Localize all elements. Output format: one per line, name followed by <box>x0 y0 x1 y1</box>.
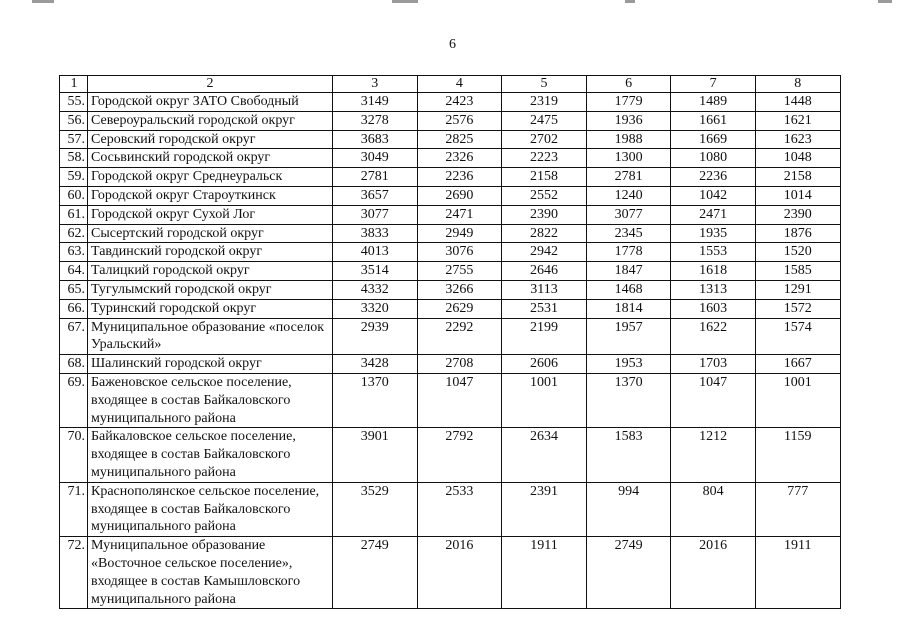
value-cell: 1448 <box>755 93 840 112</box>
table-row <box>60 280 841 299</box>
table-row <box>60 111 841 130</box>
value-cell: 2326 <box>417 149 502 168</box>
value-cell: 2552 <box>502 186 587 205</box>
table-row <box>60 355 841 374</box>
value-cell: 3077 <box>586 205 671 224</box>
value-cell: 777 <box>755 482 840 536</box>
value-cell: 3529 <box>333 482 418 536</box>
value-cell: 1520 <box>755 243 840 262</box>
value-cell: 1370 <box>586 373 671 427</box>
value-cell: 1779 <box>586 93 671 112</box>
table-row <box>60 149 841 168</box>
value-cell: 1574 <box>755 318 840 355</box>
value-cell: 2390 <box>502 205 587 224</box>
row-number: 63. <box>60 243 88 262</box>
value-cell: 1572 <box>755 299 840 318</box>
value-cell: 1370 <box>333 373 418 427</box>
value-cell: 2949 <box>417 224 502 243</box>
municipality-name: Сысертский городской округ <box>88 224 333 243</box>
municipality-name: Муниципальное образование «поселок Уральский» <box>88 318 333 355</box>
value-cell: 1667 <box>755 355 840 374</box>
value-cell: 2792 <box>417 428 502 482</box>
value-cell: 1957 <box>586 318 671 355</box>
table-row <box>60 168 841 187</box>
municipality-name: Шалинский городской округ <box>88 355 333 374</box>
value-cell: 3657 <box>333 186 418 205</box>
municipality-name: Городской округ ЗАТО Свободный <box>88 93 333 112</box>
table-row <box>60 373 841 427</box>
value-cell: 2690 <box>417 186 502 205</box>
table-row <box>60 262 841 281</box>
value-cell: 1622 <box>671 318 756 355</box>
value-cell: 1911 <box>502 537 587 609</box>
value-cell: 2576 <box>417 111 502 130</box>
row-number: 56. <box>60 111 88 130</box>
value-cell: 994 <box>586 482 671 536</box>
value-cell: 2708 <box>417 355 502 374</box>
table-row <box>60 93 841 112</box>
column-header: 6 <box>586 76 671 93</box>
column-number-row <box>60 76 841 93</box>
value-cell: 1911 <box>755 537 840 609</box>
value-cell: 1778 <box>586 243 671 262</box>
row-number: 61. <box>60 205 88 224</box>
column-header: 2 <box>88 76 333 93</box>
value-cell: 1042 <box>671 186 756 205</box>
row-number: 71. <box>60 482 88 536</box>
value-cell: 2749 <box>333 537 418 609</box>
row-number: 64. <box>60 262 88 281</box>
value-cell: 2749 <box>586 537 671 609</box>
value-cell: 1313 <box>671 280 756 299</box>
value-cell: 3149 <box>333 93 418 112</box>
value-cell: 1583 <box>586 428 671 482</box>
value-cell: 3077 <box>333 205 418 224</box>
column-header: 8 <box>755 76 840 93</box>
value-cell: 1212 <box>671 428 756 482</box>
value-cell: 1876 <box>755 224 840 243</box>
value-cell: 1001 <box>502 373 587 427</box>
top-edge-marks <box>0 0 905 4</box>
value-cell: 2533 <box>417 482 502 536</box>
municipality-name: Талицкий городской округ <box>88 262 333 281</box>
value-cell: 1988 <box>586 130 671 149</box>
column-header: 3 <box>333 76 418 93</box>
value-cell: 1553 <box>671 243 756 262</box>
value-cell: 2702 <box>502 130 587 149</box>
value-cell: 2345 <box>586 224 671 243</box>
municipality-name: Сосьвинский городской округ <box>88 149 333 168</box>
value-cell: 2391 <box>502 482 587 536</box>
value-cell: 1159 <box>755 428 840 482</box>
value-cell: 2531 <box>502 299 587 318</box>
value-cell: 2016 <box>417 537 502 609</box>
value-cell: 1936 <box>586 111 671 130</box>
value-cell: 1669 <box>671 130 756 149</box>
value-cell: 2236 <box>671 168 756 187</box>
data-table <box>59 75 841 609</box>
value-cell: 2158 <box>755 168 840 187</box>
municipality-name: Городской округ Среднеуральск <box>88 168 333 187</box>
value-cell: 3428 <box>333 355 418 374</box>
value-cell: 1291 <box>755 280 840 299</box>
value-cell: 1489 <box>671 93 756 112</box>
municipality-name: Городской округ Староуткинск <box>88 186 333 205</box>
value-cell: 2939 <box>333 318 418 355</box>
row-number: 68. <box>60 355 88 374</box>
value-cell: 1847 <box>586 262 671 281</box>
table-row <box>60 224 841 243</box>
value-cell: 1621 <box>755 111 840 130</box>
value-cell: 1048 <box>755 149 840 168</box>
row-number: 57. <box>60 130 88 149</box>
municipality-name: Байкаловское сельское поселение, входящее в состав Байкаловского муниципального района <box>88 428 333 482</box>
value-cell: 2646 <box>502 262 587 281</box>
municipality-name: Тавдинский городской округ <box>88 243 333 262</box>
value-cell: 2471 <box>671 205 756 224</box>
value-cell: 3113 <box>502 280 587 299</box>
value-cell: 3833 <box>333 224 418 243</box>
municipality-name: Городской округ Сухой Лог <box>88 205 333 224</box>
value-cell: 2292 <box>417 318 502 355</box>
value-cell: 2471 <box>417 205 502 224</box>
municipality-name: Баженовское сельское поселение, входящее в состав Байкаловского муниципального района <box>88 373 333 427</box>
value-cell: 1047 <box>671 373 756 427</box>
value-cell: 2236 <box>417 168 502 187</box>
table-body <box>60 76 841 609</box>
municipality-name: Краснополянское сельское поселение, входящее в состав Байкаловского муниципального района <box>88 482 333 536</box>
value-cell: 2825 <box>417 130 502 149</box>
municipality-name: Муниципальное образование «Восточное сельское поселение», входящее в состав Камышловского муниципального района <box>88 537 333 609</box>
table-row <box>60 186 841 205</box>
value-cell: 1468 <box>586 280 671 299</box>
value-cell: 1953 <box>586 355 671 374</box>
value-cell: 1935 <box>671 224 756 243</box>
value-cell: 1585 <box>755 262 840 281</box>
row-number: 69. <box>60 373 88 427</box>
value-cell: 2319 <box>502 93 587 112</box>
value-cell: 3049 <box>333 149 418 168</box>
value-cell: 1300 <box>586 149 671 168</box>
row-number: 66. <box>60 299 88 318</box>
value-cell: 1661 <box>671 111 756 130</box>
municipality-name: Тугулымский городской округ <box>88 280 333 299</box>
row-number: 65. <box>60 280 88 299</box>
value-cell: 4013 <box>333 243 418 262</box>
municipality-name: Серовский городской округ <box>88 130 333 149</box>
table-row <box>60 482 841 536</box>
value-cell: 2223 <box>502 149 587 168</box>
table-row <box>60 537 841 609</box>
municipality-name: Североуральский городской округ <box>88 111 333 130</box>
value-cell: 2942 <box>502 243 587 262</box>
value-cell: 1080 <box>671 149 756 168</box>
value-cell: 2158 <box>502 168 587 187</box>
value-cell: 2199 <box>502 318 587 355</box>
column-header: 1 <box>60 76 88 93</box>
table-row <box>60 205 841 224</box>
page-number: 6 <box>449 37 456 52</box>
value-cell: 3278 <box>333 111 418 130</box>
value-cell: 2016 <box>671 537 756 609</box>
row-number: 58. <box>60 149 88 168</box>
value-cell: 1814 <box>586 299 671 318</box>
table-row <box>60 299 841 318</box>
value-cell: 1603 <box>671 299 756 318</box>
column-header: 4 <box>417 76 502 93</box>
value-cell: 1623 <box>755 130 840 149</box>
value-cell: 804 <box>671 482 756 536</box>
row-number: 70. <box>60 428 88 482</box>
table-row <box>60 243 841 262</box>
value-cell: 1618 <box>671 262 756 281</box>
table-row <box>60 130 841 149</box>
row-number: 67. <box>60 318 88 355</box>
value-cell: 1014 <box>755 186 840 205</box>
value-cell: 2822 <box>502 224 587 243</box>
value-cell: 2475 <box>502 111 587 130</box>
row-number: 55. <box>60 93 88 112</box>
value-cell: 2629 <box>417 299 502 318</box>
value-cell: 2781 <box>586 168 671 187</box>
municipality-name: Туринский городской округ <box>88 299 333 318</box>
table-row <box>60 428 841 482</box>
value-cell: 1240 <box>586 186 671 205</box>
value-cell: 1703 <box>671 355 756 374</box>
value-cell: 4332 <box>333 280 418 299</box>
row-number: 59. <box>60 168 88 187</box>
value-cell: 2390 <box>755 205 840 224</box>
value-cell: 1001 <box>755 373 840 427</box>
row-number: 60. <box>60 186 88 205</box>
value-cell: 3514 <box>333 262 418 281</box>
value-cell: 1047 <box>417 373 502 427</box>
value-cell: 3320 <box>333 299 418 318</box>
row-number: 62. <box>60 224 88 243</box>
value-cell: 2634 <box>502 428 587 482</box>
value-cell: 3901 <box>333 428 418 482</box>
value-cell: 2423 <box>417 93 502 112</box>
table-row <box>60 318 841 355</box>
value-cell: 3266 <box>417 280 502 299</box>
row-number: 72. <box>60 537 88 609</box>
value-cell: 3076 <box>417 243 502 262</box>
column-header: 7 <box>671 76 756 93</box>
column-header: 5 <box>502 76 587 93</box>
value-cell: 2606 <box>502 355 587 374</box>
value-cell: 3683 <box>333 130 418 149</box>
value-cell: 2781 <box>333 168 418 187</box>
value-cell: 2755 <box>417 262 502 281</box>
